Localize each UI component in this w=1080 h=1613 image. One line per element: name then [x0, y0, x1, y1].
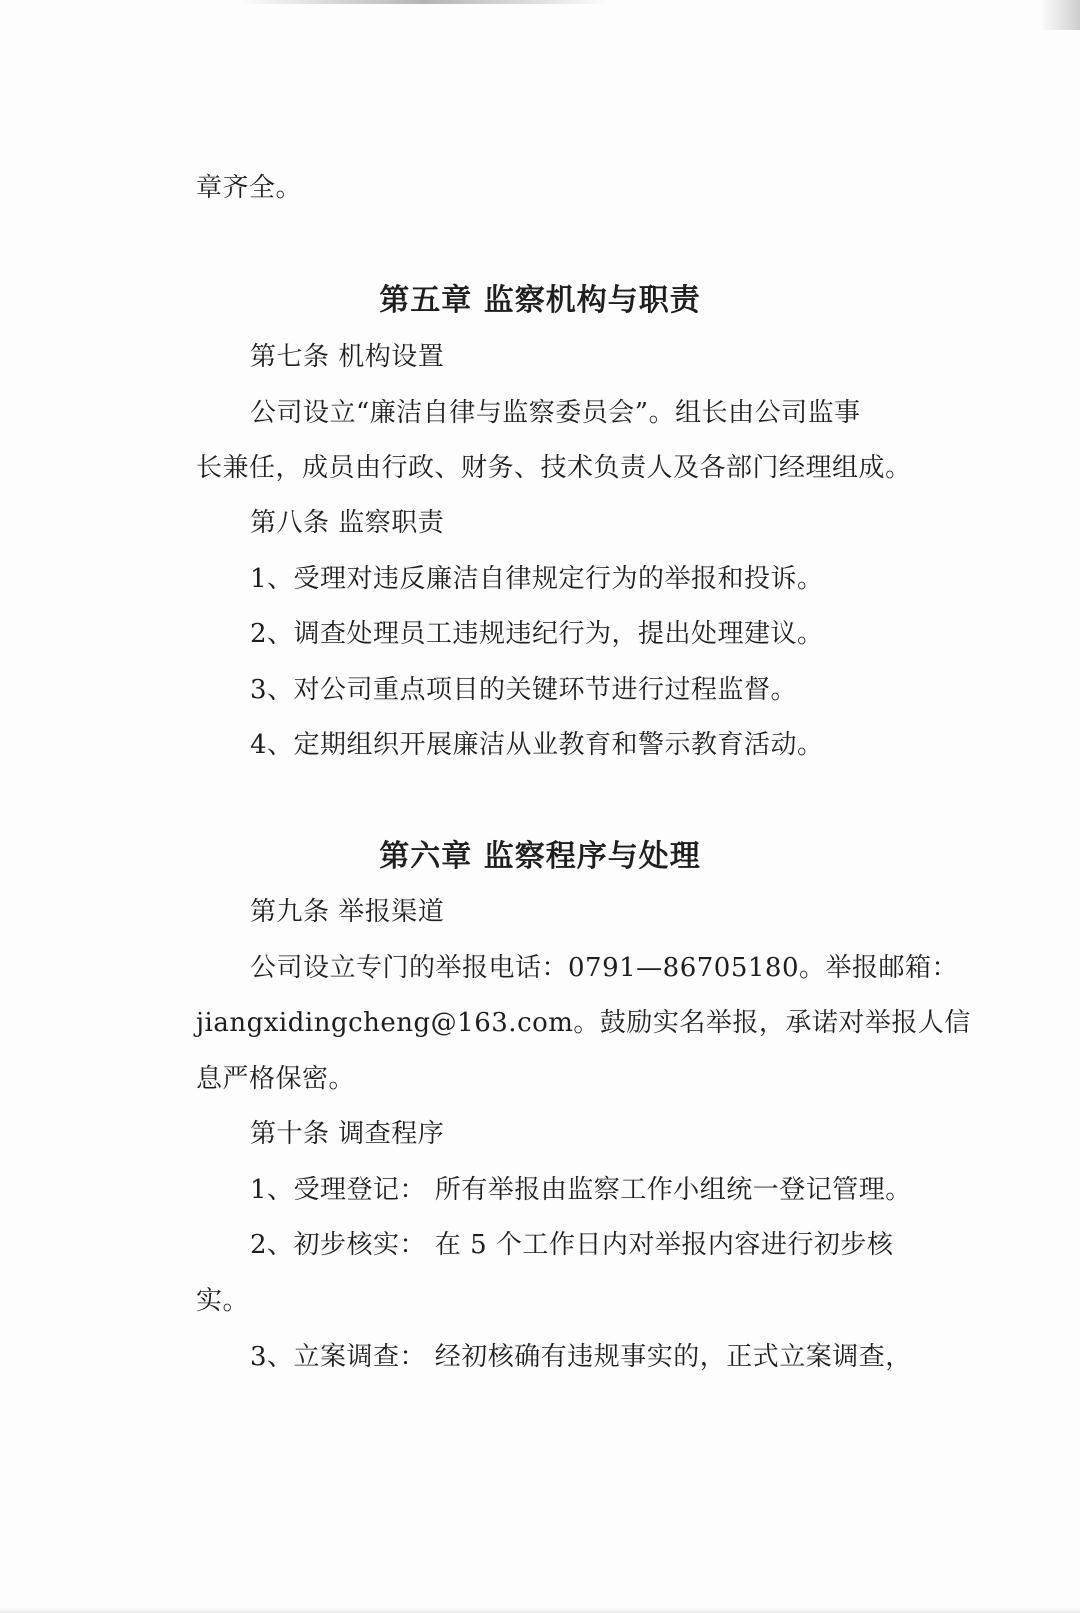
- paragraph-line: 长兼任，成员由行政、财务、技术负责人及各部门经理组成。: [196, 453, 912, 483]
- list-item: 3、对公司重点项目的关键环节进行过程监督。: [250, 675, 798, 705]
- list-item: 1、受理登记： 所有举报由监察工作小组统一登记管理。: [250, 1175, 912, 1205]
- list-item: 4、定期组织开展廉洁从业教育和警示教育活动。: [250, 730, 824, 760]
- article-title: 第七条 机构设置: [250, 342, 445, 372]
- paragraph-line: jiangxidingcheng@163.com。鼓励实名举报，承诺对举报人信: [196, 1008, 971, 1038]
- chapter-heading: 第五章 监察机构与职责: [379, 283, 701, 318]
- list-item: 1、受理对违反廉洁自律规定行为的举报和投诉。: [250, 564, 824, 594]
- scan-shadow-top: [240, 0, 610, 4]
- article-title: 第八条 监察职责: [250, 508, 445, 538]
- paragraph-line: 息严格保密。: [196, 1064, 356, 1094]
- article-title: 第十条 调查程序: [250, 1119, 445, 1149]
- list-item: 2、调查处理员工违规违纪行为，提出处理建议。: [250, 619, 824, 649]
- list-item: 3、立案调查： 经初核确有违规事实的，正式立案调查，: [250, 1342, 912, 1372]
- scan-shadow-right: [1040, 0, 1080, 30]
- list-item: 2、初步核实： 在 5 个工作日内对举报内容进行初步核: [250, 1230, 894, 1260]
- article-title: 第九条 举报渠道: [250, 897, 445, 927]
- paragraph-line: 公司设立“廉洁自律与监察委员会”。组长由公司监事: [250, 398, 861, 428]
- paragraph-tail: 章齐全。: [196, 173, 303, 203]
- paragraph-line: 公司设立专门的举报电话：0791—86705180。举报邮箱：: [250, 953, 959, 983]
- list-item-continuation: 实。: [196, 1286, 250, 1316]
- scan-shadow-bottom: [0, 1607, 1080, 1613]
- chapter-heading: 第六章 监察程序与处理: [379, 839, 701, 874]
